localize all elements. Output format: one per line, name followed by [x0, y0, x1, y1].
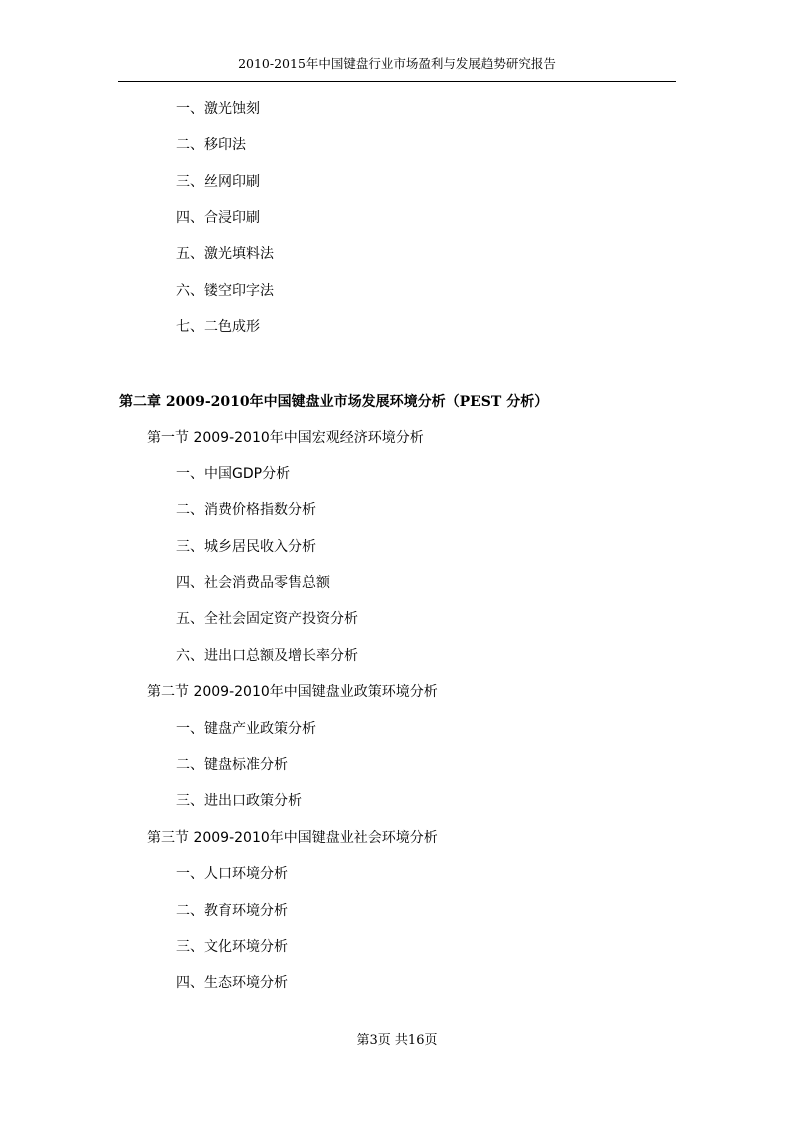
toc-item: 五、激光填料法: [176, 246, 274, 262]
toc-item: 三、丝网印刷: [176, 174, 260, 190]
toc-item: 四、社会消费品零售总额: [176, 575, 330, 591]
toc-section-heading: 第二节 2009-2010年中国键盘业政策环境分析: [147, 684, 438, 700]
toc-item: 六、进出口总额及增长率分析: [176, 648, 358, 664]
toc-item: 一、中国GDP分析: [176, 466, 291, 482]
toc-section-heading: 第三节 2009-2010年中国键盘业社会环境分析: [147, 830, 438, 846]
toc-item: 四、合浸印刷: [176, 210, 260, 226]
toc-item: 二、消费价格指数分析: [176, 502, 316, 518]
toc-item: 五、全社会固定资产投资分析: [176, 611, 358, 627]
toc-section-heading: 第一节 2009-2010年中国宏观经济环境分析: [147, 430, 424, 446]
toc-item: 三、文化环境分析: [176, 939, 288, 955]
toc-item: 一、键盘产业政策分析: [176, 721, 316, 737]
toc-item: 二、教育环境分析: [176, 903, 288, 919]
toc-item: 三、进出口政策分析: [176, 793, 302, 809]
toc-item: 四、生态环境分析: [176, 975, 288, 991]
toc-item: 一、人口环境分析: [176, 866, 288, 882]
page-footer: 第3页 共16页: [356, 1033, 438, 1048]
toc-item: 三、城乡居民收入分析: [176, 539, 316, 555]
toc-item: 二、移印法: [176, 137, 246, 153]
toc-item: 六、镂空印字法: [176, 283, 274, 299]
toc-item: 一、激光蚀刻: [176, 101, 260, 117]
page-header: 2010-2015年中国键盘行业市场盈利与发展趋势研究报告: [238, 56, 556, 71]
toc-item: 二、键盘标准分析: [176, 757, 288, 773]
toc-chapter-heading: 第二章 2009-2010年中国键盘业市场发展环境分析（PEST 分析）: [119, 394, 549, 410]
toc-item: 七、二色成形: [176, 319, 260, 335]
header-divider: [118, 81, 676, 82]
